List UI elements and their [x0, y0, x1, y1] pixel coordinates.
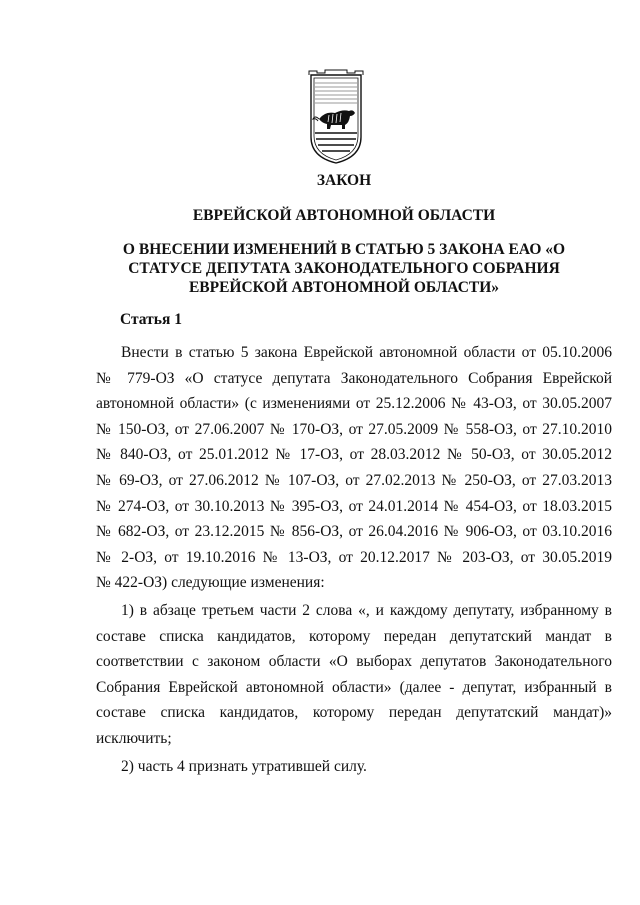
article-heading: Статья 1 [120, 311, 182, 328]
paragraph-line: № 840-ОЗ, от 25.01.2012 № 17-ОЗ, от 28.03.2012 № 50-ОЗ, от 30.05.2012 [96, 446, 612, 464]
paragraph-line: № 274-ОЗ, от 30.10.2013 № 395-ОЗ, от 24.01.2014 № 454-ОЗ, от 18.03.2015 [96, 497, 612, 515]
paragraph-line: № 682-ОЗ, от 23.12.2015 № 856-ОЗ, от 26.04.2016 № 906-ОЗ, от 03.10.2016 [96, 523, 612, 541]
paragraph-line: составе списка кандидатов, которому передан депутатский мандат)» [96, 704, 612, 722]
paragraph-line: 2) часть 4 признать утратившей силу. [121, 758, 367, 775]
paragraph-line: № 422-ОЗ) следующие изменения: [96, 574, 325, 592]
law-title: ЗАКОН [316, 172, 372, 189]
paragraph-line: составе списка кандидатов, которому передан депутатский мандат в [96, 627, 612, 645]
paragraph-line: № 2-ОЗ, от 19.10.2016 № 13-ОЗ, от 20.12.2017 № 203-ОЗ, от 30.05.2019 [96, 548, 612, 566]
paragraph-line: автономной области» (с изменениями от 25.12.2006 № 43-ОЗ, от 30.05.2007 [96, 395, 612, 413]
paragraph-line: соответствии с законом области «О выборах депутатов Законодательного [96, 653, 612, 671]
paragraph-line: 1) в абзаце третьем части 2 слова «, и каждому депутату, избранному в [121, 602, 612, 619]
amendment-item-2 [96, 754, 612, 780]
law-subject-line: О ВНЕСЕНИИ ИЗМЕНЕНИЙ В СТАТЬЮ 5 ЗАКОНА ЕАО «О [122, 241, 566, 258]
law-subject-line: ЕВРЕЙСКОЙ АВТОНОМНОЙ ОБЛАСТИ» [188, 279, 500, 296]
paragraph-line: исключить; [96, 729, 172, 747]
paragraph-line: Собрания Еврейской автономной области» (далее - депутат, избранный в [96, 678, 612, 696]
main-paragraph [96, 340, 612, 596]
paragraph-line: Внести в статью 5 закона Еврейской автономной области от 05.10.2006 [121, 344, 612, 361]
paragraph-line: № 150-ОЗ, от 27.06.2007 № 170-ОЗ, от 27.05.2009 № 558-ОЗ, от 27.10.2010 [96, 420, 612, 438]
paragraph-line: № 779-ОЗ «О статусе депутата Законодательного Собрания Еврейской [96, 369, 612, 387]
amendment-item-1 [96, 598, 612, 752]
coat-of-arms-tiger-icon [295, 69, 377, 165]
law-subject-line: СТАТУСЕ ДЕПУТАТА ЗАКОНОДАТЕЛЬНОГО СОБРАНИЯ [128, 260, 560, 277]
region-title: ЕВРЕЙСКОЙ АВТОНОМНОЙ ОБЛАСТИ [192, 207, 496, 224]
paragraph-line: № 69-ОЗ, от 27.06.2012 № 107-ОЗ, от 27.02.2013 № 250-ОЗ, от 27.03.2013 [96, 471, 612, 489]
law-subject-title [24, 240, 640, 297]
